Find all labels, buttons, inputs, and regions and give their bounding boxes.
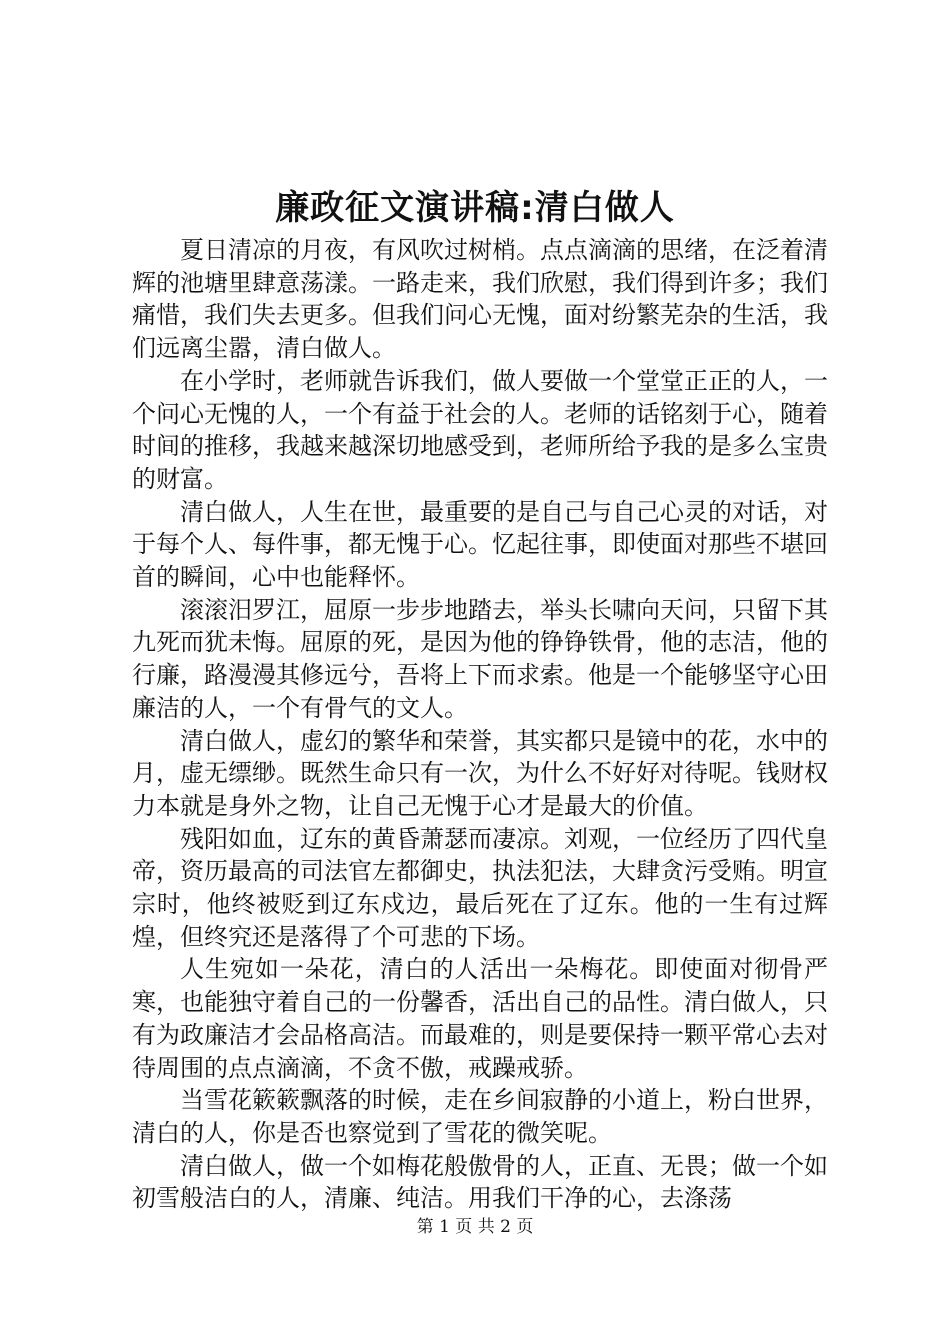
document-title: 廉政征文演讲稿:清白做人 [275,188,675,228]
page-number-footer: 第 1 页 共 2 页 [416,1217,534,1237]
paragraph: 清白做人，虚幻的繁华和荣誉，其实都只是镜中的花，水中的月，虚无缥缈。既然生命只有一次，为什么不好好对待呢。钱财权力本就是身外之物，让自己无愧于心才是最大的价值。 [132,726,828,820]
paragraph: 残阳如血，辽东的黄昏萧瑟而凄凉。刘观，一位经历了四代皇帝，资历最高的司法官左都御史，执法犯法，大肆贪污受贿。明宣宗时，他终被贬到辽东戍边，最后死在了辽东。他的一生有过辉煌，但终究还是落得了个可悲的下场。 [132,824,828,951]
paragraph: 清白做人，做一个如梅花般傲骨的人，正直、无畏；做一个如初雪般洁白的人，清廉、纯洁。用我们干净的心，去涤荡 [132,1151,828,1213]
paragraph: 滚滚汨罗江，屈原一步步地踏去，举头长啸向天问，只留下其九死而犹未悔。屈原的死，是因为他的铮铮铁骨，他的志洁，他的行廉，路漫漫其修远兮，吾将上下而求索。他是一个能够坚守心田廉洁的人，一个有骨气的文人。 [132,595,828,722]
paragraph: 夏日清凉的月夜，有风吹过树梢。点点滴滴的思绪，在泛着清辉的池塘里肆意荡漾。一路走来，我们欣慰，我们得到许多；我们痛惜，我们失去更多。但我们问心无愧，面对纷繁芜杂的生活，我们远离尘嚣，清白做人。 [132,236,828,363]
paragraph: 人生宛如一朵花，清白的人活出一朵梅花。即使面对彻骨严寒，也能独守着自己的一份馨香，活出自己的品性。清白做人，只有为政廉洁才会品格高洁。而最难的，则是要保持一颗平常心去对待周围的点点滴滴，不贪不傲，戒躁戒骄。 [132,955,828,1082]
paragraph: 当雪花簌簌飘落的时候，走在乡间寂静的小道上，粉白世界，清白的人，你是否也察觉到了雪花的微笑呢。 [132,1086,828,1147]
paragraph: 清白做人，人生在世，最重要的是自己与自己心灵的对话，对于每个人、每件事，都无愧于心。忆起往事，即使面对那些不堪回首的瞬间，心中也能释怀。 [132,497,828,592]
document-body [132,234,828,1215]
paragraph: 在小学时，老师就告诉我们，做人要做一个堂堂正正的人，一个问心无愧的人，一个有益于社会的人。老师的话铭刻于心，随着时间的推移，我越来越深切地感受到，老师所给予我的是多么宝贵的财富。 [132,366,828,493]
